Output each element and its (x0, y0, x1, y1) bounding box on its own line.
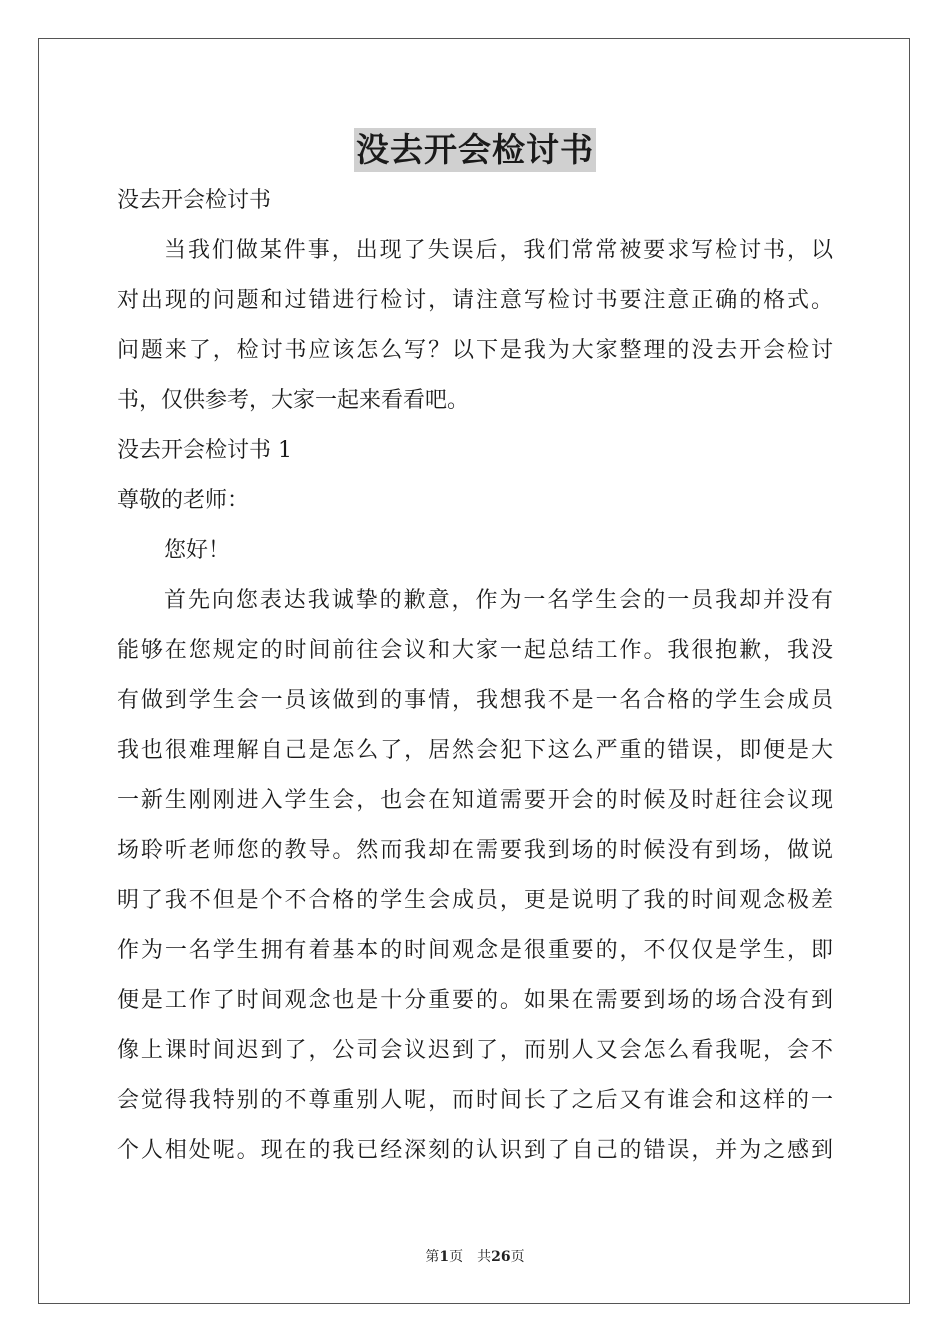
document-subtitle: 没去开会检讨书 (117, 188, 272, 213)
page-prefix: 第 (425, 1249, 440, 1265)
body-line: 作为一名学生拥有着基本的时间观念是很重要的，不仅仅是学生，即 (117, 938, 833, 963)
page-number: 1 (439, 1249, 450, 1265)
intro-line: 问题来了，检讨书应该怎么写？以下是我为大家整理的没去开会检讨 (117, 338, 833, 363)
body-line: 像上课时间迟到了，公司会议迟到了，而别人又会怎么看我呢，会不 (117, 1038, 833, 1063)
body-line: 有做到学生会一员该做到的事情，我想我不是一名合格的学生会成员 (117, 688, 833, 713)
body-line: 会觉得我特别的不尊重别人呢，而时间长了之后又有谁会和这样的一 (117, 1088, 833, 1113)
body-line: 场聆听老师您的教导。然而我却在需要我到场的时候没有到场，做说 (117, 838, 833, 863)
body-line: 首先向您表达我诚挚的歉意，作为一名学生会的一员我却并没有 (164, 588, 833, 613)
document-title[interactable]: 没去开会检讨书 (354, 128, 596, 172)
page-suffix: 页 (449, 1249, 464, 1265)
total-prefix: 共 (477, 1249, 492, 1265)
salutation: 尊敬的老师： (117, 488, 250, 513)
intro-line: 对出现的问题和过错进行检讨，请注意写检讨书要注意正确的格式。 (117, 288, 833, 313)
total-suffix: 页 (510, 1249, 525, 1265)
section-heading: 没去开会检讨书 1 (117, 438, 292, 463)
body-line: 我也很难理解自己是怎么了，居然会犯下这么严重的错误，即便是大 (117, 738, 833, 763)
greeting: 您好！ (164, 538, 231, 563)
document-body (117, 176, 833, 1176)
body-line: 明了我不但是个不合格的学生会成员，更是说明了我的时间观念极差 (117, 888, 833, 913)
total-pages: 26 (491, 1249, 511, 1265)
body-line: 便是工作了时间观念也是十分重要的。如果在需要到场的场合没有到 (117, 988, 833, 1013)
title-wrap (0, 128, 950, 172)
body-line: 个人相处呢。现在的我已经深刻的认识到了自己的错误，并为之感到 (117, 1138, 833, 1163)
body-line: 能够在您规定的时间前往会议和大家一起总结工作。我很抱歉，我没 (117, 638, 833, 663)
intro-line: 当我们做某件事，出现了失误后，我们常常被要求写检讨书，以 (164, 238, 833, 263)
intro-line: 书，仅供参考，大家一起来看看吧。 (117, 388, 470, 413)
body-line: 一新生刚刚进入学生会，也会在知道需要开会的时候及时赶往会议现 (117, 788, 833, 813)
page-footer (0, 1246, 950, 1266)
